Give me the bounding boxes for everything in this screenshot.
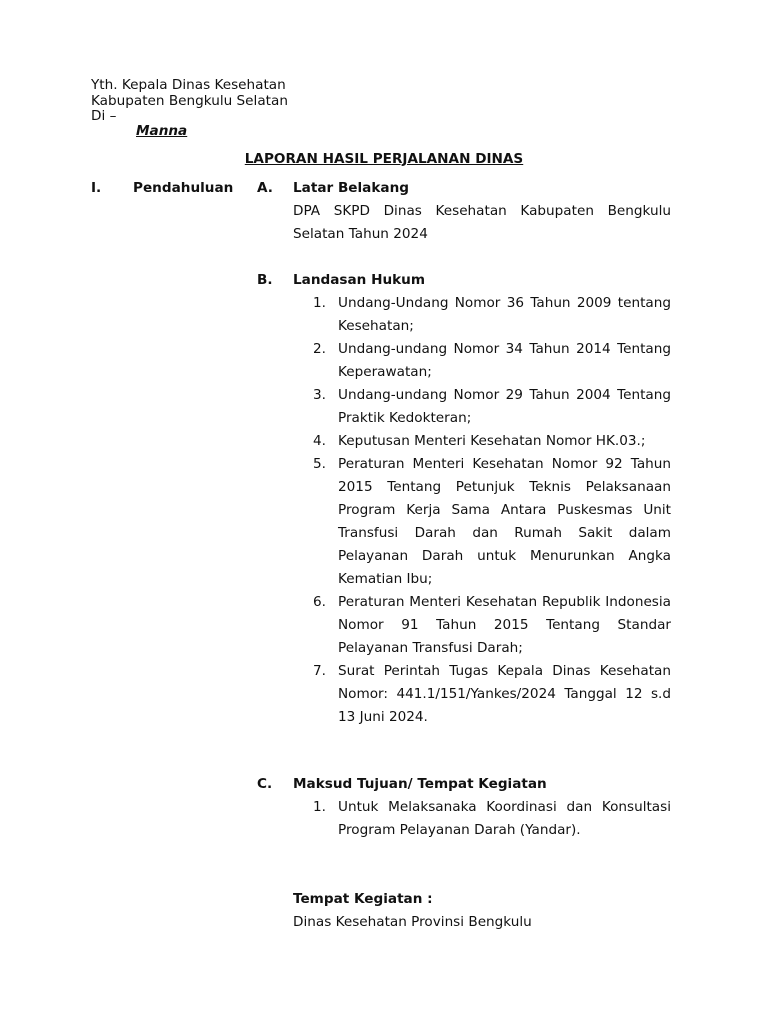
subsection-b-letter: B. (257, 272, 273, 288)
list-item-number: 5. (313, 456, 326, 472)
address-city: Manna (136, 123, 188, 139)
subsection-b-heading: Landasan Hukum (293, 272, 426, 288)
list-item-number: 4. (313, 433, 326, 449)
list-item-text: Undang-undang Nomor 29 Tahun 2004 Tentang Praktik Kedokteran; (338, 387, 671, 426)
list-item-number: 3. (313, 387, 326, 403)
list-item (293, 338, 671, 384)
legal-basis-list (293, 292, 671, 729)
list-item-text: Untuk Melaksanaka Koordinasi dan Konsultasi Program Pelayanan Darah (Yandar). (338, 799, 671, 838)
list-item-text: Undang-Undang Nomor 36 Tahun 2009 tentang Kesehatan; (338, 295, 671, 334)
list-item-number: 1. (313, 295, 326, 311)
list-item-number: 2. (313, 341, 326, 357)
place-text: Dinas Kesehatan Provinsi Bengkulu (293, 914, 532, 930)
document-title: LAPORAN HASIL PERJALANAN DINAS (244, 151, 524, 167)
list-item-text: Surat Perintah Tugas Kepala Dinas Kesehatan Nomor: 441.1/151/Yankes/2024 Tanggal 12 s.d 13 Juni 2024. (338, 663, 671, 725)
list-item-number: 7. (313, 663, 326, 679)
purpose-list (293, 796, 671, 842)
subsection-c-letter: C. (257, 776, 273, 792)
list-item (293, 430, 671, 453)
list-item-number: 6. (313, 594, 326, 610)
subsection-a-letter: A. (257, 180, 273, 196)
address-line-2: Kabupaten Bengkulu Selatan (91, 93, 288, 109)
list-item-text: Undang-undang Nomor 34 Tahun 2014 Tentang Keperawatan; (338, 341, 671, 380)
address-line-1: Yth. Kepala Dinas Kesehatan (91, 77, 286, 93)
list-item (293, 453, 671, 591)
place-heading: Tempat Kegiatan : (293, 891, 433, 907)
list-item (293, 660, 671, 729)
subsection-a-text: DPA SKPD Dinas Kesehatan Kabupaten Bengkulu Selatan Tahun 2024 (293, 203, 671, 242)
list-item (293, 292, 671, 338)
list-item-text: Keputusan Menteri Kesehatan Nomor HK.03.; (338, 433, 646, 449)
list-item-text: Peraturan Menteri Kesehatan Republik Indonesia Nomor 91 Tahun 2015 Tentang Standar Pelayanan Transfusi Darah; (338, 594, 671, 656)
subsection-c-heading: Maksud Tujuan/ Tempat Kegiatan (293, 776, 547, 792)
list-item-number: 1. (313, 799, 326, 815)
address-line-3: Di – (91, 108, 117, 124)
list-item (293, 796, 671, 842)
section-title: Pendahuluan (133, 180, 234, 196)
list-item (293, 591, 671, 660)
list-item-text: Peraturan Menteri Kesehatan Nomor 92 Tahun 2015 Tentang Petunjuk Teknis Pelaksanaan Program Kerja Sama Antara Puskesmas Unit Transfusi Darah dan Rumah Sakit dalam Pelayanan Darah untuk Menurunkan Angka Kematian Ibu; (338, 456, 671, 587)
subsection-a-heading: Latar Belakang (293, 180, 409, 196)
list-item (293, 384, 671, 430)
section-number: I. (91, 180, 102, 196)
